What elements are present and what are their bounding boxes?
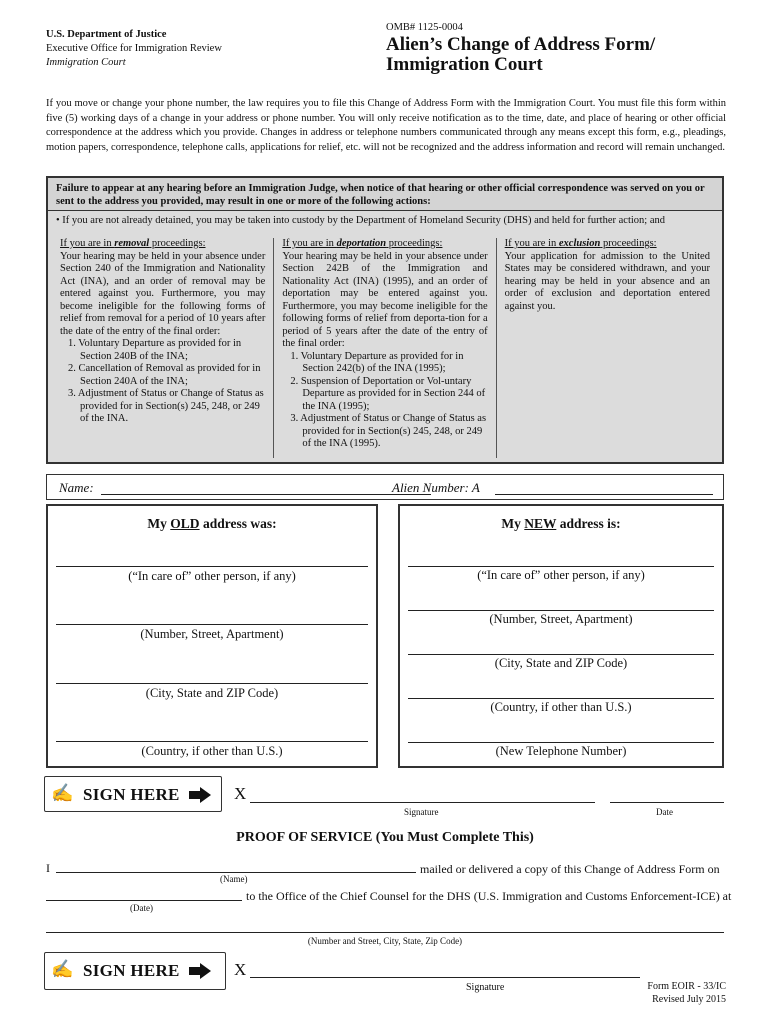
proof-date-field[interactable] bbox=[46, 900, 242, 901]
proceedings-columns bbox=[52, 238, 718, 458]
proof-address-field[interactable] bbox=[46, 932, 724, 933]
exclusion-body: Your application for admission to the United States may be considered withdrawn, and your hearing may be held in your absence and an order of exclusion and deportation entered against you. bbox=[504, 250, 710, 312]
date-caption: Date bbox=[656, 807, 673, 817]
proof-signature-caption: Signature bbox=[466, 982, 505, 993]
removal-relief-list bbox=[60, 338, 265, 426]
new-city-field[interactable] bbox=[408, 654, 714, 655]
deportation-column bbox=[273, 238, 495, 458]
form-title-line2: Immigration Court bbox=[386, 54, 543, 75]
old-city-field[interactable] bbox=[56, 683, 368, 684]
name-label: Name: bbox=[59, 480, 94, 495]
field-caption: (City, State and ZIP Code) bbox=[494, 656, 628, 670]
arrow-right-icon bbox=[189, 787, 211, 803]
old-care-of-field[interactable] bbox=[56, 566, 368, 567]
deportation-title: If you are in deportation proceedings: bbox=[282, 238, 443, 249]
pen-hand-icon: ✍ bbox=[51, 783, 74, 803]
field-caption: (Number, Street, Apartment) bbox=[140, 627, 284, 641]
form-id: Form EOIR - 33/IC bbox=[647, 981, 726, 992]
exclusion-title: If you are in exclusion proceedings: bbox=[504, 238, 657, 249]
removal-body: Your hearing may be held in your absence under Section 240 of the Immigration and Nationality Act (INA), and an order of removal may be entered against you. Furthermore, you may become ineligible for the following forms of relief from removal for a period of 10 years after the date of the entry of the final order: bbox=[60, 250, 266, 337]
proof-of-service-heading: PROOF OF SERVICE (You Must Complete This) bbox=[236, 830, 534, 845]
court-name: Immigration Court bbox=[46, 57, 126, 68]
removal-column bbox=[52, 238, 273, 458]
pen-hand-icon: ✍ bbox=[51, 959, 74, 979]
sign-here-label: SIGN HERE bbox=[83, 961, 180, 980]
proof-date-caption: (Date) bbox=[130, 903, 153, 913]
list-item: 3. Adjustment of Status or Change of Status as provided for in Section(s) 245, 248, or 249 of the INA (1995). bbox=[290, 413, 487, 449]
office-name: Executive Office for Immigration Review bbox=[46, 43, 222, 54]
field-caption: (Number, Street, Apartment) bbox=[489, 612, 633, 626]
form-header bbox=[386, 22, 655, 75]
field-caption: (Country, if other than U.S.) bbox=[490, 700, 632, 714]
new-address-title: My NEW address is: bbox=[501, 516, 621, 531]
sign-here-label: SIGN HERE bbox=[83, 785, 180, 804]
list-item: 2. Suspension of Deportation or Vol-untary Departure as provided for in Section 244 of the INA (1995); bbox=[290, 375, 486, 412]
proof-mailed-text: mailed or delivered a copy of this Change of Address Form on bbox=[420, 862, 720, 876]
form-revised: Revised July 2015 bbox=[652, 994, 726, 1005]
sign-here-box-proof bbox=[44, 952, 226, 990]
proof-signature-field[interactable] bbox=[250, 977, 640, 978]
form-title-line1: Alien’s Change of Address Form/ bbox=[386, 34, 656, 55]
field-caption: (Country, if other than U.S.) bbox=[141, 744, 283, 758]
name-field[interactable] bbox=[101, 494, 431, 495]
deportation-body: Your hearing may be held in your absence under Section 242B of the Immigration and Nationality Act (INA) (1995), and an order of deportation may be entered against you. Furthermore, you may become ineligible for the following forms of relief from deporta-tion for a period of 5 years after the date of the entry of the final order: bbox=[282, 250, 488, 349]
form-number bbox=[640, 980, 726, 1006]
warning-bullet: • If you are not already detained, you may be taken into custody by the Department of Homeland Security (DHS) and held for further action; and bbox=[56, 215, 665, 226]
old-address-title: My OLD address was: bbox=[147, 516, 277, 531]
new-address-box bbox=[398, 504, 724, 768]
old-country-field[interactable] bbox=[56, 741, 368, 742]
sign-here-box bbox=[44, 776, 222, 812]
arrow-right-icon bbox=[189, 963, 211, 979]
old-street-field[interactable] bbox=[56, 624, 368, 625]
omb-number: OMB# 1125-0004 bbox=[386, 22, 463, 33]
exclusion-column bbox=[496, 238, 718, 458]
field-caption: (New Telephone Number) bbox=[495, 744, 627, 758]
alien-number-field[interactable] bbox=[495, 494, 713, 495]
proof-office-text: to the Office of the Chief Counsel for the DHS (U.S. Immigration and Customs Enforcement-ICE) at bbox=[246, 889, 732, 903]
list-item: 1. Voluntary Departure as provided for in Section 240B of the INA; bbox=[68, 338, 242, 362]
agency-header bbox=[46, 28, 222, 70]
old-address-box bbox=[46, 504, 378, 768]
proof-address-caption: (Number and Street, City, State, Zip Code) bbox=[307, 936, 463, 946]
proof-name-caption: (Name) bbox=[220, 874, 248, 884]
list-item: 1. Voluntary Departure as provided for in Section 242(b) of the INA (1995); bbox=[290, 350, 464, 374]
field-caption: (City, State and ZIP Code) bbox=[145, 686, 279, 700]
new-care-of-field[interactable] bbox=[408, 566, 714, 567]
signature-x: X bbox=[234, 784, 247, 803]
signature-field[interactable] bbox=[250, 802, 595, 803]
list-item: 3. Adjustment of Status or Change of Status as provided for in Section(s) 245, 248, or 249 of the INA. bbox=[68, 388, 264, 424]
deportation-relief-list bbox=[282, 351, 487, 451]
agency-name: U.S. Department of Justice bbox=[46, 29, 167, 40]
proof-i: I bbox=[46, 861, 50, 875]
signature-caption: Signature bbox=[404, 807, 439, 817]
new-street-field[interactable] bbox=[408, 610, 714, 611]
warning-heading: Failure to appear at any hearing before an Immigration Judge, when notice of that hearing or other official correspondence was served on you or sent to the address you provided, may result in one or more of the following actions: bbox=[48, 178, 722, 211]
list-item: 2. Cancellation of Removal as provided for in Section 240A of the INA; bbox=[68, 363, 261, 387]
name-alien-row bbox=[46, 474, 724, 500]
field-caption: (“In care of” other person, if any) bbox=[128, 569, 296, 583]
removal-title: If you are in removal proceedings: bbox=[60, 238, 206, 249]
new-country-field[interactable] bbox=[408, 698, 714, 699]
proof-signature-x: X bbox=[234, 960, 247, 979]
date-field[interactable] bbox=[610, 802, 724, 803]
proof-name-field[interactable] bbox=[56, 872, 416, 873]
intro-paragraph: If you move or change your phone number, the law requires you to file this Change of Address Form with the Immigration Court. You must file this form within five (5) working days of a change in your address or phone number. You will only receive notification as to the time, date, and place of hearing or other official correspondence at the address which you provide. Changes in address or telephone numbers communicated through any means except this form, e.g., pleadings, motion papers, correspondence, telephone calls, applications for relief, etc. will not be recognized and the address information and record will remain unchanged. bbox=[46, 98, 726, 153]
field-caption: (“In care of” other person, if any) bbox=[477, 568, 645, 582]
form-title bbox=[386, 35, 655, 75]
new-phone-field[interactable] bbox=[408, 742, 714, 743]
warning-box bbox=[46, 176, 724, 464]
alien-number-label: Alien Number: A bbox=[392, 480, 480, 495]
